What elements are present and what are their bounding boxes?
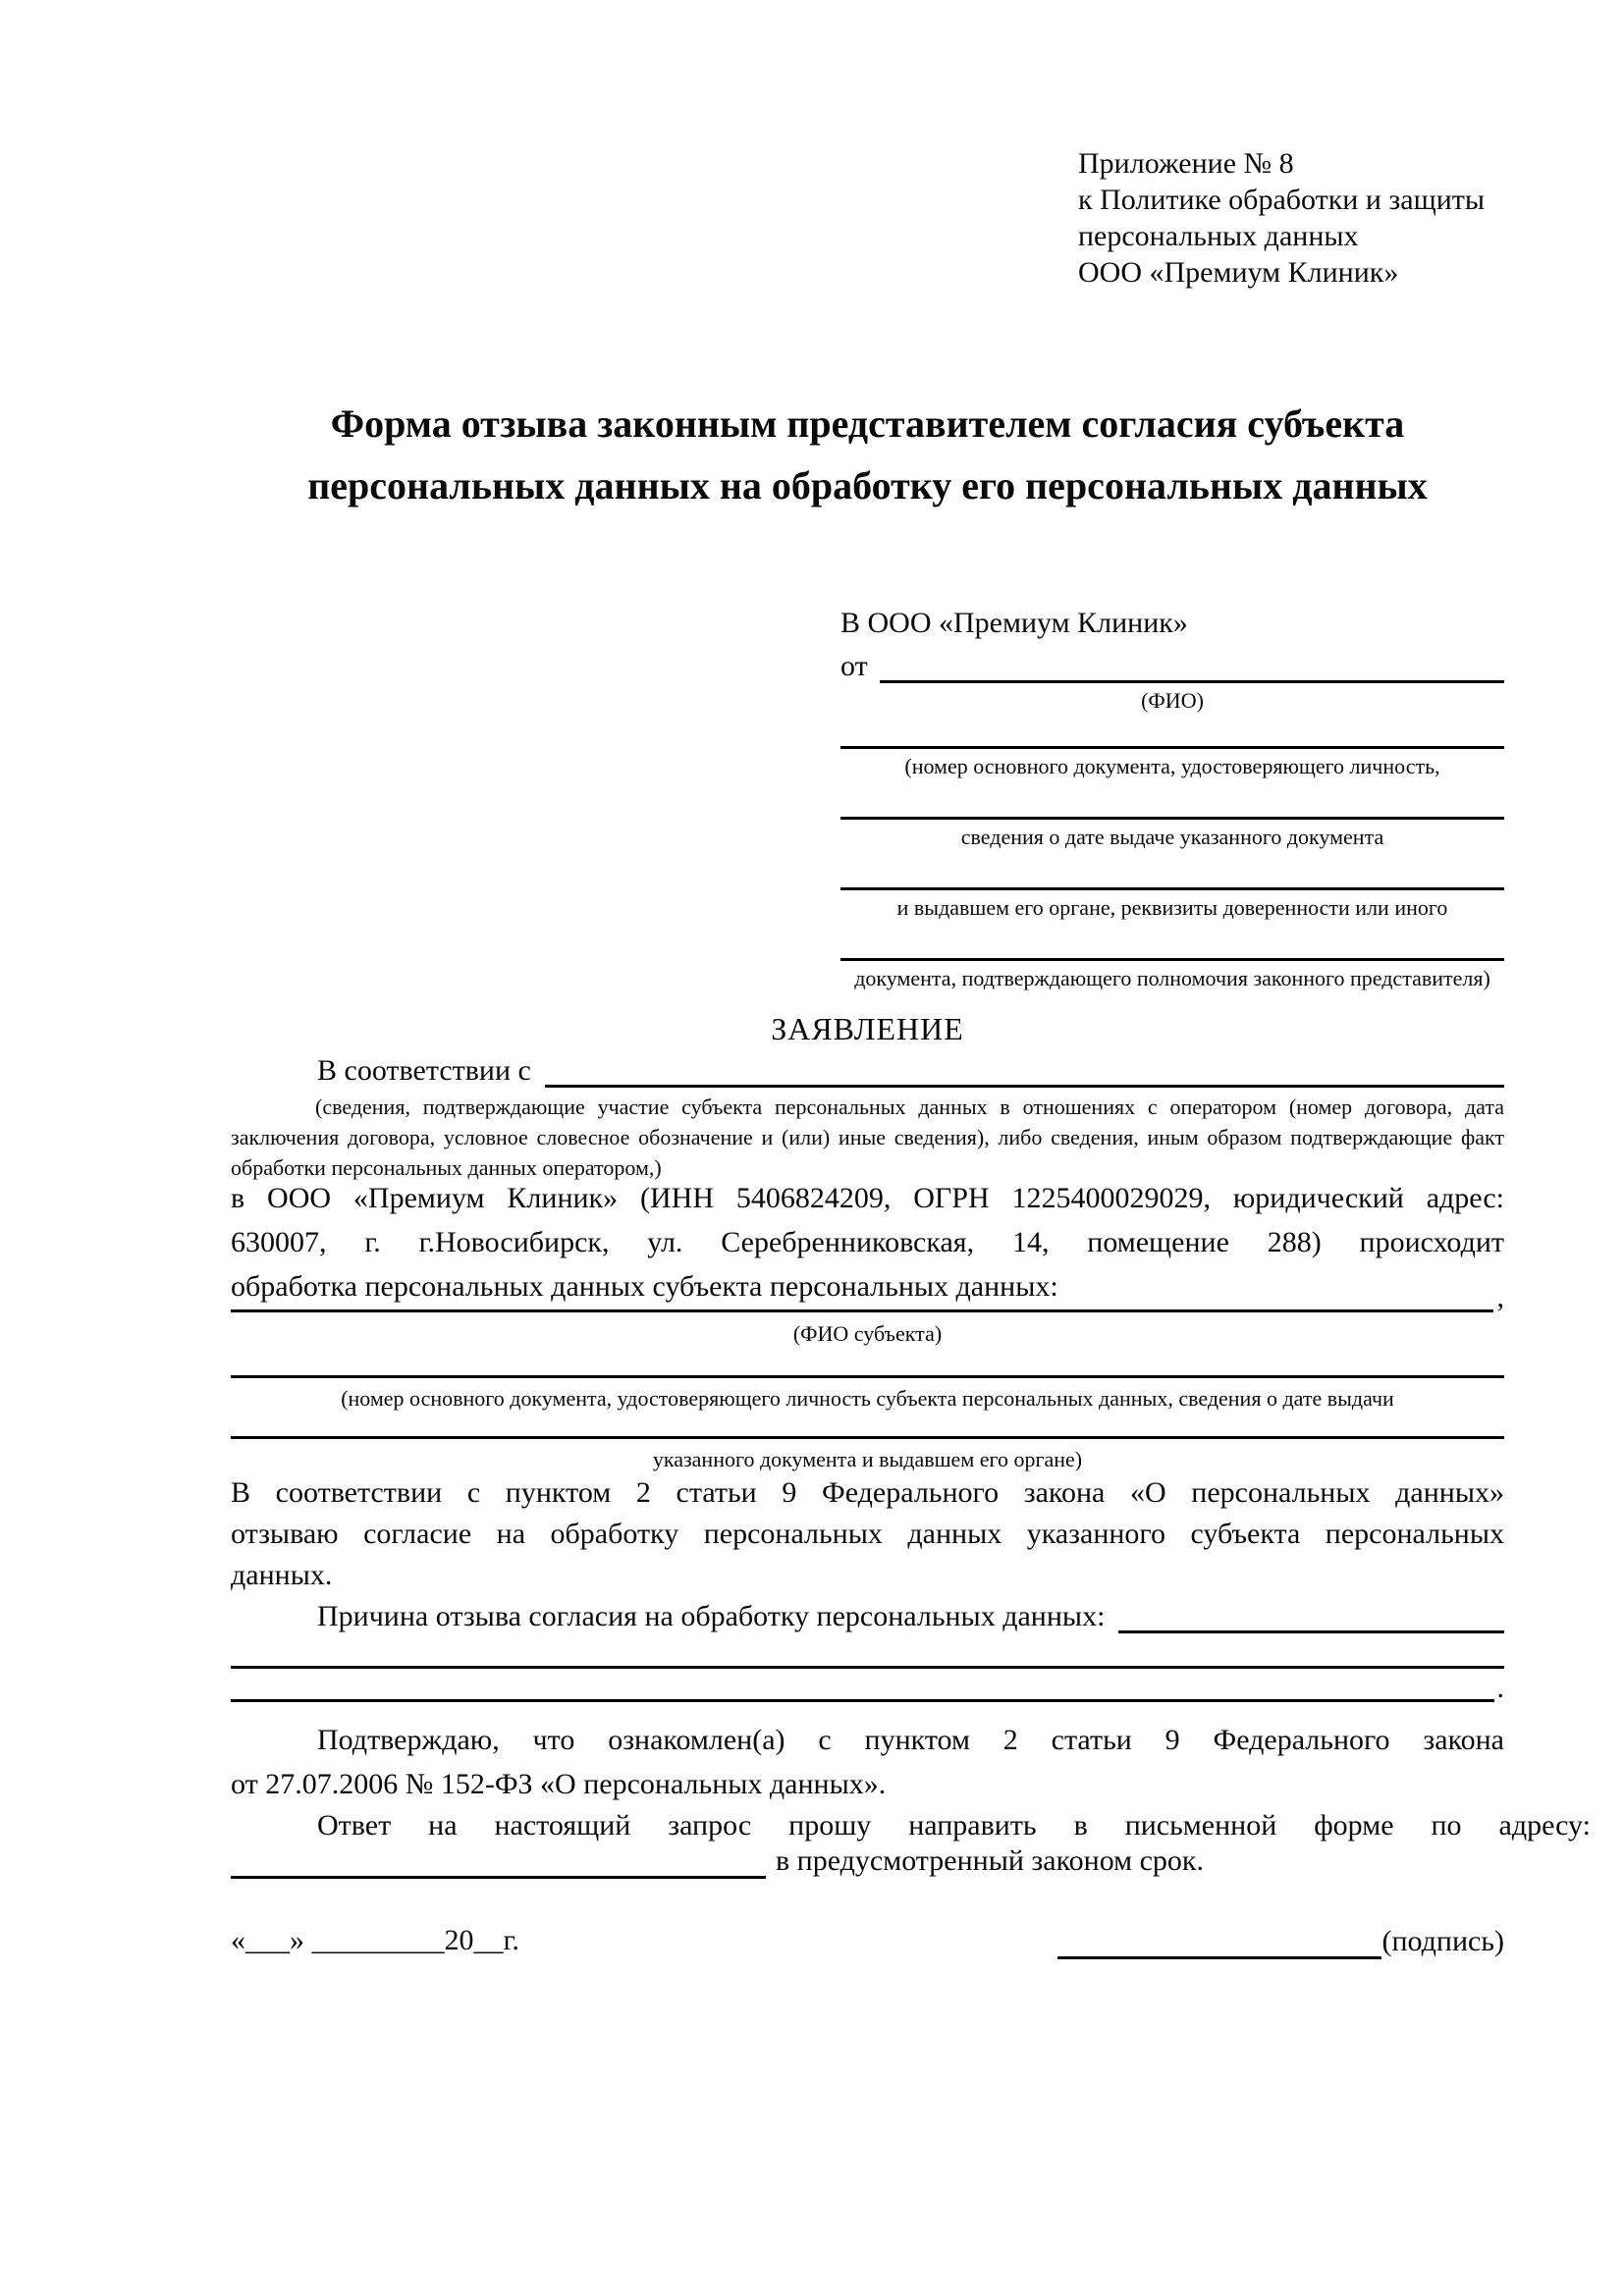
confirm-paragraph bbox=[231, 1718, 1504, 1806]
subject-fio-field bbox=[231, 1281, 1504, 1312]
fio-caption: (ФИО) bbox=[1141, 688, 1204, 713]
document-title bbox=[231, 393, 1504, 516]
operator-paragraph-line: обработка персональных данных субъекта персональных данных: bbox=[231, 1270, 1058, 1303]
withdraw-paragraph-line: В соответствии с пунктом 2 статьи 9 Федерального закона «О персональных данных» bbox=[231, 1476, 1504, 1509]
signature-blank-line bbox=[1057, 1947, 1381, 1959]
intro-caption-line: обработки персональных данных оператором,) bbox=[231, 1155, 662, 1180]
rep-doc-caption-1: (номер основного документа, удостоверяющего личность, bbox=[904, 754, 1440, 778]
title-line: Форма отзыва законным представителем согласия субъекта bbox=[330, 401, 1405, 446]
from-field bbox=[840, 644, 1504, 683]
reply-tail: в предусмотренный законом срок. bbox=[776, 1844, 1204, 1877]
confirm-paragraph-line: от 27.07.2006 № 152-ФЗ «О персональных данных». bbox=[231, 1768, 887, 1800]
confirm-paragraph-line: Подтверждаю, что ознакомлен(а) с пунктом 2 статьи 9 Федерального закона bbox=[317, 1724, 1504, 1756]
intro-label: В соответствии с bbox=[317, 1054, 531, 1087]
operator-paragraph-line: 630007, г. г.Новосибирск, ул. Серебренниковская, 14, помещение 288) происходит bbox=[231, 1226, 1504, 1258]
withdraw-paragraph bbox=[231, 1472, 1504, 1596]
footer-row bbox=[231, 1922, 1504, 1959]
intro-caption bbox=[231, 1092, 1504, 1183]
reason-blank-line-3-stroke bbox=[231, 1691, 1494, 1702]
withdraw-paragraph-line: данных. bbox=[231, 1559, 333, 1591]
from-label: от bbox=[840, 650, 868, 682]
rep-doc-blank-line-2 bbox=[840, 817, 1504, 820]
reason-label: Причина отзыва согласия на обработку персональных данных: bbox=[317, 1600, 1106, 1632]
appendix-line: Приложение № 8 bbox=[1078, 147, 1294, 180]
reason-field bbox=[231, 1596, 1504, 1633]
rep-doc-blank-line-4 bbox=[840, 958, 1504, 961]
intro-caption-line: заключения договора, условное словесное обозначение и (или) иные сведения), либо сведения, иным образом подтверждающие факт bbox=[231, 1125, 1504, 1149]
addressee-block bbox=[840, 603, 1504, 993]
rep-doc-caption-4: документа, подтверждающего полномочия законного представителя) bbox=[854, 966, 1490, 990]
reply-paragraph-line: Ответ на настоящий запрос прошу направить в письменной форме по адресу: bbox=[317, 1809, 1591, 1842]
subject-doc-blank-line-2 bbox=[231, 1428, 1504, 1439]
subject-fio-comma: , bbox=[1496, 1281, 1504, 1313]
date-field: «___» _________20__г. bbox=[231, 1924, 519, 1956]
reason-blank-line-2 bbox=[231, 1666, 1504, 1669]
signature-caption: (подпись) bbox=[1381, 1925, 1504, 1957]
rep-doc-blank-line-3 bbox=[840, 887, 1504, 890]
from-blank-line bbox=[880, 670, 1504, 683]
rep-doc-caption-3: и выдавшем его органе, реквизиты доверенности или иного bbox=[896, 895, 1448, 920]
intro-blank-line bbox=[545, 1075, 1504, 1088]
statement-heading: ЗАЯВЛЕНИЕ bbox=[771, 1011, 964, 1046]
reason-blank-line-3 bbox=[231, 1672, 1504, 1704]
withdraw-paragraph-line: отзываю согласие на обработку персональных данных указанного субъекта персональных bbox=[231, 1518, 1504, 1550]
appendix-line: персональных данных bbox=[1078, 220, 1359, 252]
appendix-line: к Политике обработки и защиты bbox=[1078, 184, 1486, 216]
appendix-line: ООО «Премиум Клиник» bbox=[1078, 256, 1399, 289]
subject-fio-caption: (ФИО субъекта) bbox=[792, 1321, 943, 1346]
intro-caption-line: (сведения, подтверждающие участие субъекта персональных данных в отношениях с оператором (номер договора, дата bbox=[315, 1095, 1504, 1119]
rep-doc-caption-2: сведения о дате выдаче указанного документа bbox=[960, 825, 1384, 849]
title-line: персональных данных на обработку его персональных данных bbox=[307, 463, 1428, 507]
signature-field bbox=[1057, 1924, 1504, 1959]
subject-doc-field-2 bbox=[231, 1408, 1504, 1439]
addressee-org: В ООО «Премиум Клиник» bbox=[840, 607, 1188, 639]
subject-fio-blank-line bbox=[231, 1302, 1493, 1312]
rep-doc-blank-line-1 bbox=[840, 746, 1504, 749]
subject-doc-caption-2: указанного документа и выдавшем его органе) bbox=[652, 1447, 1083, 1471]
reply-address-field bbox=[231, 1842, 1504, 1879]
subject-doc-caption-1: (номер основного документа, удостоверяющего личность субъекта персональных данных, сведения о дате выдачи bbox=[341, 1386, 1394, 1411]
blank-line-period: . bbox=[1496, 1672, 1504, 1704]
reply-address-blank-line bbox=[231, 1866, 766, 1879]
subject-doc-blank-line-1 bbox=[231, 1367, 1504, 1378]
appendix-note bbox=[1078, 145, 1520, 291]
intro-field bbox=[231, 1050, 1504, 1088]
subject-doc-field-1 bbox=[231, 1347, 1504, 1378]
reason-blank-line bbox=[1118, 1621, 1504, 1633]
operator-paragraph-line: в ООО «Премиум Клиник» (ИНН 5406824209, ОГРН 1225400029029, юридический адрес: bbox=[231, 1182, 1504, 1214]
